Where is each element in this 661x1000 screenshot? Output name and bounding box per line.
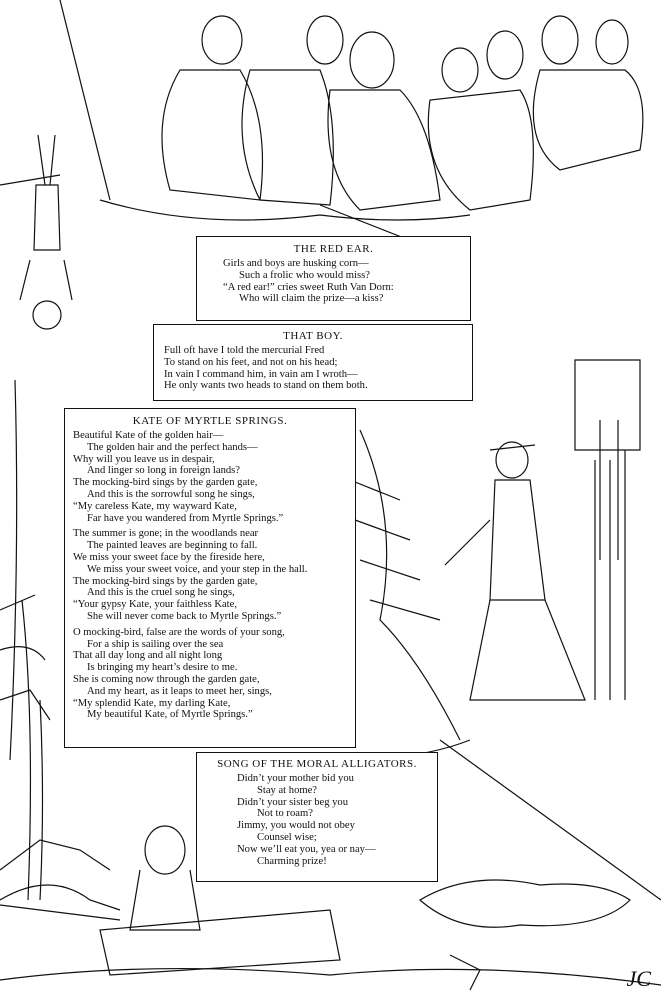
poem-line: And linger so long in foreign lands? [87,465,240,477]
poem-line: “My splendid Kate, my darling Kate, [73,697,231,709]
poem-line: Didn’t your mother bid you [237,773,354,784]
poem-line: Who will claim the prize—a kiss? [239,293,384,305]
poem-title: SONG OF THE MORAL ALLIGATORS. [217,758,417,770]
poem-line: He only wants two heads to stand on them both. [164,380,368,392]
poem-line: Such a frolic who would miss? [239,269,370,281]
poem-line: That all day long and all night long [73,650,223,662]
poem-line: Stay at home? [257,784,318,796]
poem-line: The mocking-bird sings by the garden gate, [73,575,258,587]
poem-line: Jimmy, you would not obey [237,820,355,832]
poem-line: “A red ear!” cries sweet Ruth Van Dorn: [223,281,394,293]
upside-down-boy [20,135,72,329]
poem-line: To stand on his feet, and not on his head; [164,356,338,368]
poem-line: Not to roam? [257,808,313,820]
poem-line: Beautiful Kate of the golden hair— [73,430,224,441]
poem-line: Now we’ll eat you, yea or nay— [237,843,376,855]
poem-line: The golden hair and the perfect hands— [87,441,258,453]
poem-line: The summer is gone; in the woodlands near [73,528,259,540]
poem-line: Why will you leave us in despair, [73,453,215,465]
poem-line: O mocking-bird, false are the words of your song, [73,626,285,638]
poem-song-of-the-moral-alligators [196,752,438,882]
poem-line: She will never come back to Myrtle Springs.” [87,610,282,622]
poem-title: THAT BOY. [283,330,343,342]
poem-line: My beautiful Kate, of Myrtle Springs.” [87,709,253,721]
poem-line: And my heart, as it leaps to meet her, sings, [87,685,272,697]
poem-line: “Your gypsy Kate, your faithless Kate, [73,599,237,611]
poem-line: For a ship is sailing over the sea [87,638,224,650]
poem-line: And this is the sorrowful song he sings, [87,488,255,500]
poem-line: And this is the cruel song he sings, [87,587,235,599]
poem-line: We miss your sweet face by the fireside here, [73,551,265,563]
poem-line: Didn’t your sister beg you [237,796,349,808]
artist-monogram: JC [626,966,651,991]
poem-the-red-ear [196,236,471,321]
poem-line: Charming prize! [257,855,327,867]
poem-line: She is coming now through the garden gate, [73,673,260,685]
poem-line: Far have you wandered from Myrtle Springs.” [87,512,284,524]
poem-line: In vain I command him, in vain am I wroth— [164,368,358,380]
poem-line: The mocking-bird sings by the garden gate, [73,477,258,489]
poem-line: “My careless Kate, my wayward Kate, [73,500,237,512]
poem-line: The painted leaves are beginning to fall. [87,540,258,552]
poem-that-boy [153,324,473,401]
poem-title: THE RED EAR. [293,243,374,255]
poem-title: KATE OF MYRTLE SPRINGS. [132,415,288,427]
poem-line: Girls and boys are husking corn— [223,258,369,269]
poem-kate-of-myrtle-springs [64,408,356,748]
poem-line: Counsel wise; [257,831,317,843]
husking-scene [100,16,643,220]
poem-line: Full oft have I told the mercurial Fred [164,345,325,356]
poem-line: We miss your sweet voice, and your step in the hall. [87,563,308,575]
poem-line: Is bringing my heart’s desire to me. [87,662,238,674]
